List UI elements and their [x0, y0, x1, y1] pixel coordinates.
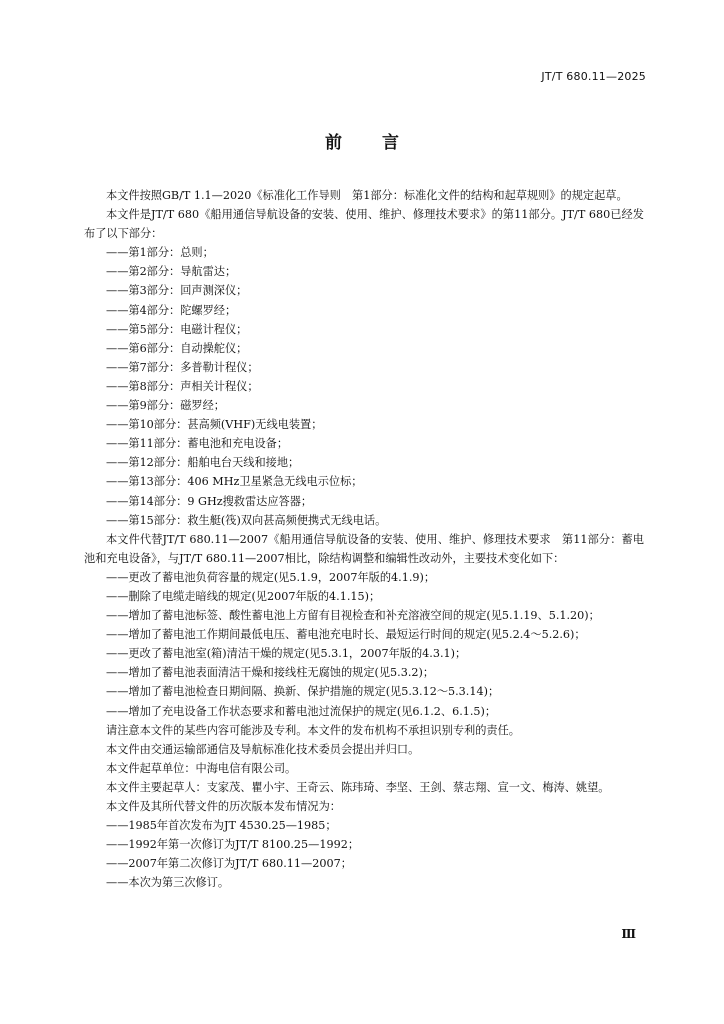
list-item: ——删除了电缆走暗线的规定(见2007年版的4.1.15)； — [106, 589, 381, 603]
list-item: ——第10部分：甚高频(VHF)无线电装置； — [106, 418, 323, 432]
list-item: ——增加了蓄电池标签、酸性蓄电池上方留有目视检查和补充溶液空间的规定(见5.1.19、5.1.20)； — [106, 609, 600, 623]
intro-paragraph-1: 本文件按照GB/T 1.1—2020《标准化工作导则 第1部分：标准化文件的结构和起草规则》的规定起草。 — [106, 189, 628, 202]
list-item: ——第6部分：自动操舵仪； — [106, 341, 248, 355]
list-item: ——1992年第一次修订为JT/T 8100.25—1992； — [106, 838, 360, 852]
list-item: ——第12部分：船舶电台天线和接地； — [106, 456, 300, 470]
technical-changes-list — [84, 568, 644, 721]
patent-statement: 请注意本文件的某些内容可能涉及专利。本文件的发布机构不承担识别专利的责任。 — [106, 723, 520, 737]
list-item: ——第7部分：多普勒计程仪； — [106, 360, 259, 374]
list-item: ——更改了蓄电池负荷容量的规定(见5.1.9，2007年版的4.1.9)； — [106, 570, 436, 584]
page-number: Ⅲ — [621, 927, 636, 941]
list-item: ——本次为第三次修订。 — [106, 876, 230, 890]
drafting-unit-statement: 本文件起草单位：中海电信有限公司。 — [106, 761, 297, 775]
list-item: ——第14部分：9 GHz搜救雷达应答器； — [106, 494, 313, 508]
list-item: ——第1部分：总则； — [106, 246, 214, 260]
list-item: ——第11部分：蓄电池和充电设备； — [106, 437, 289, 451]
published-parts-list — [84, 243, 644, 529]
list-item: ——第5部分：电磁计程仪； — [106, 322, 248, 336]
foreword-body — [84, 186, 644, 892]
proposer-statement: 本文件由交通运输部通信及导航标准化技术委员会提出并归口。 — [106, 742, 420, 756]
list-item: ——第2部分：导航雷达； — [106, 265, 237, 279]
list-item: ——1985年首次发布为JT 4530.25—1985； — [106, 819, 337, 833]
document-code-header: JT/T 680.11—2025 — [541, 70, 646, 83]
drafters-statement: 本文件主要起草人：支家茂、瞿小宇、王奇云、陈玮琦、李坚、王剑、蔡志翔、宣一文、梅涛、姚望。 — [106, 780, 610, 794]
version-history-list — [84, 816, 644, 892]
list-item: ——第9部分：磁罗经； — [106, 399, 225, 413]
page-title: 前言 — [325, 133, 439, 153]
list-item: ——2007年第二次修订为JT/T 680.11—2007； — [106, 857, 352, 871]
list-item: ——第4部分：陀螺罗经； — [106, 303, 237, 317]
list-item: ——增加了蓄电池表面清洁干燥和接线柱无腐蚀的规定(见5.3.2)； — [106, 666, 435, 680]
list-item: ——第8部分：声相关计程仪； — [106, 379, 259, 393]
intro-paragraph-2: 本文件是JT/T 680《船用通信导航设备的安装、使用、维护、修理技术要求》的第11部分。JT/T 680已经发布了以下部分： — [84, 208, 644, 241]
list-item: ——第13部分：406 MHz卫星紧急无线电示位标； — [106, 475, 363, 489]
list-item: ——增加了充电设备工作状态要求和蓄电池过流保护的规定(见6.1.2、6.1.5)； — [106, 704, 497, 718]
history-intro: 本文件及其所代替文件的历次版本发布情况为： — [106, 800, 341, 813]
list-item: ——第15部分：救生艇(筏)双向甚高频便携式无线电话。 — [106, 513, 387, 527]
list-item: ——增加了蓄电池工作期间最低电压、蓄电池充电时长、最短运行时间的规定(见5.2.4～5.2.6)； — [106, 628, 586, 642]
replacement-paragraph: 本文件代替JT/T 680.11—2007《船用通信导航设备的安装、使用、维护、修理技术要求 第11部分：蓄电池和充电设备》，与JT/T 680.11—2007相比，除结构调整和编辑性改动外，主要技术变化如下： — [84, 532, 644, 565]
list-item: ——增加了蓄电池检查日期间隔、换新、保护措施的规定(见5.3.12～5.3.14)； — [106, 685, 500, 699]
list-item: ——更改了蓄电池室(箱)清洁干燥的规定(见5.3.1，2007年版的4.3.1)； — [106, 647, 467, 661]
list-item: ——第3部分：回声测深仪； — [106, 284, 248, 298]
